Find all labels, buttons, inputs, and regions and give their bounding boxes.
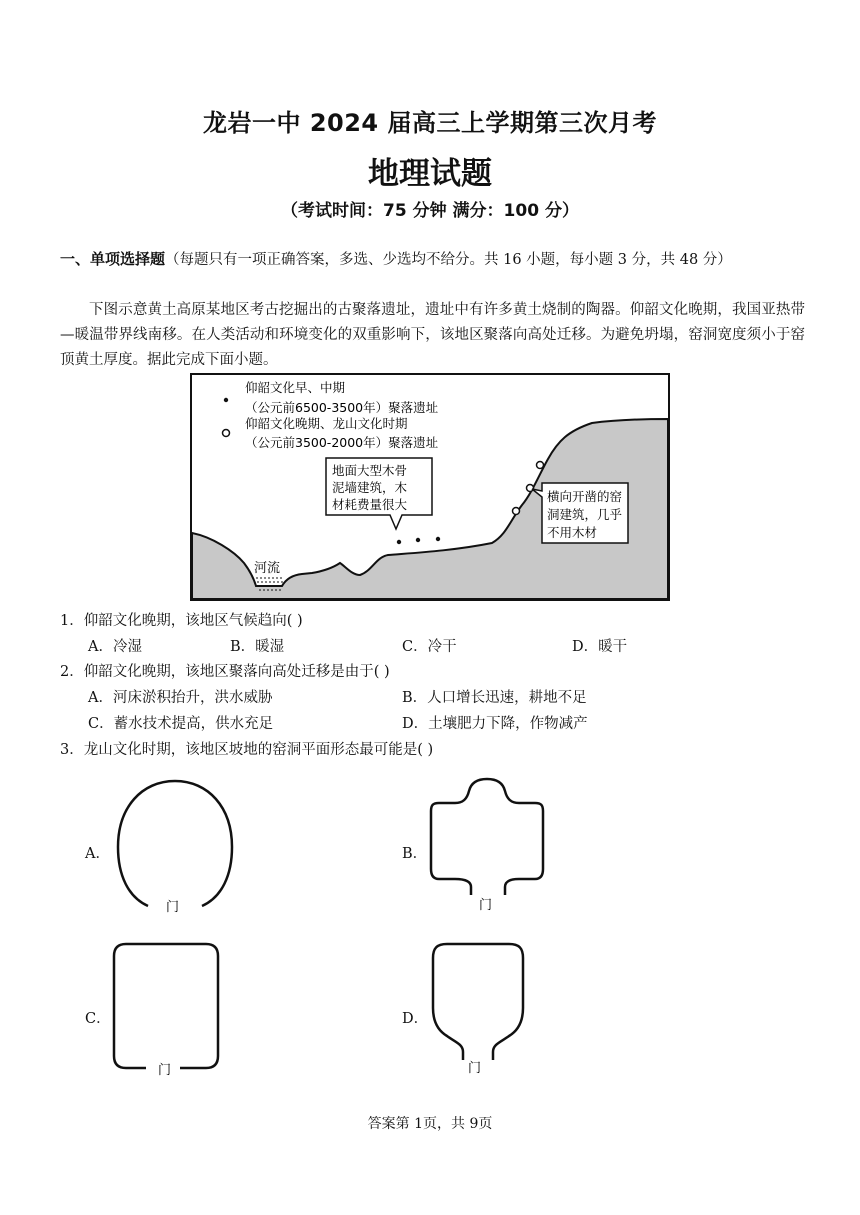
legend-dot-hollow <box>223 430 230 437</box>
q1-option-c[interactable]: C．冷干 <box>402 639 457 655</box>
cave-plan-bottle <box>433 944 523 1060</box>
q1-option-d[interactable]: D．暖干 <box>572 639 628 655</box>
early-site-dot <box>397 540 401 544</box>
q3-shape-c[interactable] <box>108 940 228 1080</box>
q3-option-d-label[interactable]: D． <box>402 1011 429 1027</box>
q3-option-b-label[interactable]: B． <box>402 846 428 862</box>
page-footer: 答案第 1页，共 9页 <box>367 1116 493 1132</box>
early-site-dot <box>436 537 440 541</box>
late-site-dot <box>527 485 534 492</box>
late-site-dot <box>537 462 544 469</box>
cave-plan-cross <box>431 779 543 895</box>
terrain-diagram <box>192 375 668 599</box>
callout-cave-line2: 洞建筑，几乎 <box>547 507 623 522</box>
door-label: 门 <box>166 900 180 915</box>
callout-wood-line2: 泥墙建筑，木 <box>332 480 408 495</box>
callout-wood-line3: 材耗费量很大 <box>332 497 408 512</box>
question-3-stem: 3．龙山文化时期，该地区坡地的窑洞平面形态最可能是( ) <box>60 742 434 758</box>
q1-option-a[interactable]: A．冷湿 <box>88 639 142 655</box>
q2-option-b[interactable]: B．人口增长迅速，耕地不足 <box>402 690 587 706</box>
q1-option-b[interactable]: B．暖湿 <box>230 639 285 655</box>
question-1-stem: 1．仰韶文化晚期，该地区气候趋向( ) <box>60 613 303 629</box>
q3-option-c-label[interactable]: C． <box>85 1011 111 1027</box>
exam-header: 龙岩一中 2024 届高三上学期第三次月考 <box>202 109 657 137</box>
q3-shape-a[interactable] <box>110 775 240 915</box>
section-heading <box>60 247 805 273</box>
q3-shape-b[interactable] <box>425 775 550 920</box>
callout-cave-line3: 不用木材 <box>547 525 598 540</box>
q3-option-a-label[interactable]: A． <box>85 846 110 862</box>
question-intro: 下图示意黄土高原某地区考古挖掘出的古聚落遗址，遗址中有许多黄土烧制的陶器。仰韶文化晚期，我国亚热带—暖温带界线南移。在人类活动和环境变化的双重影响下，该地区聚落向高处迁移。为避免坍塌，窑洞宽度须小于窑顶黄土厚度。据此完成下面小题。 <box>60 302 805 368</box>
exam-meta: （考试时间：75 分钟 满分：100 分） <box>281 201 579 221</box>
section-title: 一、单项选择题 <box>60 250 166 268</box>
river-label: 河流 <box>254 561 281 576</box>
q2-option-c[interactable]: C．蓄水技术提高，供水充足 <box>88 716 274 732</box>
door-label: 门 <box>468 1061 482 1076</box>
callout-wood-line1: 地面大型木骨 <box>332 463 408 478</box>
early-site-dot <box>416 538 420 542</box>
legend-dot-solid <box>224 398 228 402</box>
legend2-line1: 仰韶文化晚期、龙山文化时期 <box>245 416 408 431</box>
q2-option-a[interactable]: A．河床淤积抬升，洪水威胁 <box>88 690 273 706</box>
legend1-line2: （公元前6500-3500年）聚落遗址 <box>245 400 439 415</box>
door-label: 门 <box>158 1063 172 1078</box>
q3-shape-d[interactable] <box>425 940 535 1080</box>
legend1-line1: 仰韶文化早、中期 <box>245 380 346 395</box>
legend2-line2: （公元前3500-2000年）聚落遗址 <box>245 435 439 450</box>
section-note: （每题只有一项正确答案，多选、少选均不给分。共 16 小题，每小题 3 分，共 48 分） <box>165 252 732 268</box>
settlement-figure <box>190 373 670 601</box>
callout-cave-line1: 横向开凿的窑 <box>547 489 623 504</box>
late-site-dot <box>513 508 520 515</box>
q2-option-d[interactable]: D．土壤肥力下降，作物减产 <box>402 716 588 732</box>
exam-subject-title: 地理试题 <box>368 156 492 192</box>
question-2-stem: 2．仰韶文化晚期，该地区聚落向高处迁移是由于( ) <box>60 664 390 680</box>
cave-plan-round <box>118 781 232 906</box>
door-label: 门 <box>479 898 493 913</box>
cave-plan-rect <box>114 944 218 1068</box>
